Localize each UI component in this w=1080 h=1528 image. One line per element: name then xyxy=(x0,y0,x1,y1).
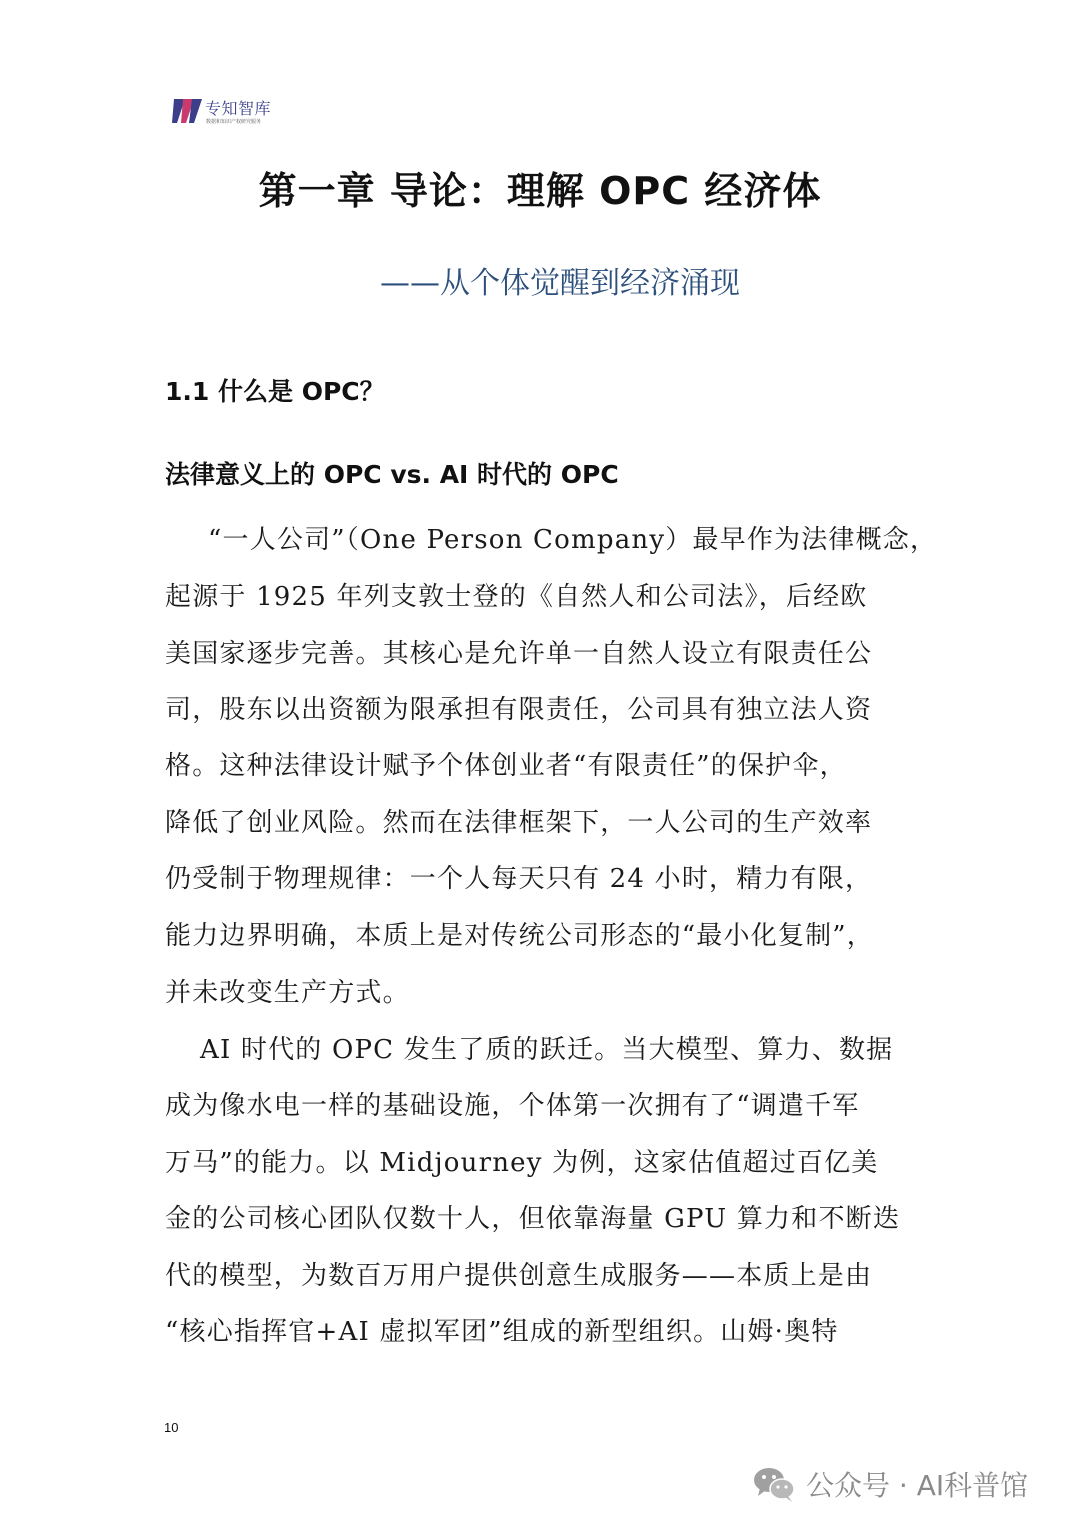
wechat-icon xyxy=(752,1464,796,1504)
body-line: 美国家逐步完善。其核心是允许单一自然人设立有限责任公 xyxy=(165,639,873,669)
body-line: 格。这种法律设计赋予个体创业者“有限责任”的保护伞， xyxy=(165,751,847,781)
body-line: 代的模型，为数百万用户提供创意生成服务——本质上是由 xyxy=(165,1261,873,1291)
page-number: 10 xyxy=(164,1420,179,1435)
watermark xyxy=(752,1462,1028,1506)
body-line: 并未改变生产方式。 xyxy=(165,978,410,1008)
body-line: 司，股东以出资额为限承担有限责任，公司具有独立法人资 xyxy=(165,695,873,725)
logo-name: 专知智库 xyxy=(205,99,272,118)
body-line: 成为像水电一样的基础设施，个体第一次拥有了“调遣千军 xyxy=(165,1091,860,1121)
chapter-title: 第一章 导论：理解 OPC 经济体 xyxy=(258,169,822,213)
body-line: 万马”的能力。以 Midjourney 为例，这家估值超过百亿美 xyxy=(165,1148,879,1178)
body-line: “核心指挥官+AI 虚拟军团”组成的新型组织。山姆·奥特 xyxy=(165,1317,839,1347)
sub-heading: 法律意义上的 OPC vs. AI 时代的 OPC xyxy=(165,460,619,489)
body-line: 起源于 1925 年列支敦士登的《自然人和公司法》，后经欧 xyxy=(165,582,868,612)
body-line: 仍受制于物理规律：一个人每天只有 24 小时，精力有限， xyxy=(165,864,873,894)
logo-subtitle: 数据和知识产权研究服务 xyxy=(206,119,262,125)
body-line: 降低了创业风险。然而在法律框架下，一人公司的生产效率 xyxy=(165,808,873,838)
section-heading: 1.1 什么是 OPC？ xyxy=(165,377,385,406)
chapter-subtitle: ——从个体觉醒到经济涌现 xyxy=(380,266,740,301)
body-line: AI 时代的 OPC 发生了质的跃迁。当大模型、算力、数据 xyxy=(200,1035,894,1065)
body-line: 金的公司核心团队仅数十人，但依靠海量 GPU 算力和不断迭 xyxy=(165,1204,901,1234)
body-line: 能力边界明确，本质上是对传统公司形态的“最小化复制”， xyxy=(165,921,874,951)
logo-mark-icon xyxy=(172,98,202,124)
body-line: “一人公司”（One Person Company）最早作为法律概念， xyxy=(208,525,938,555)
watermark-text: 公众号 · AI科普馆 xyxy=(806,1469,1029,1502)
logo xyxy=(172,96,292,130)
